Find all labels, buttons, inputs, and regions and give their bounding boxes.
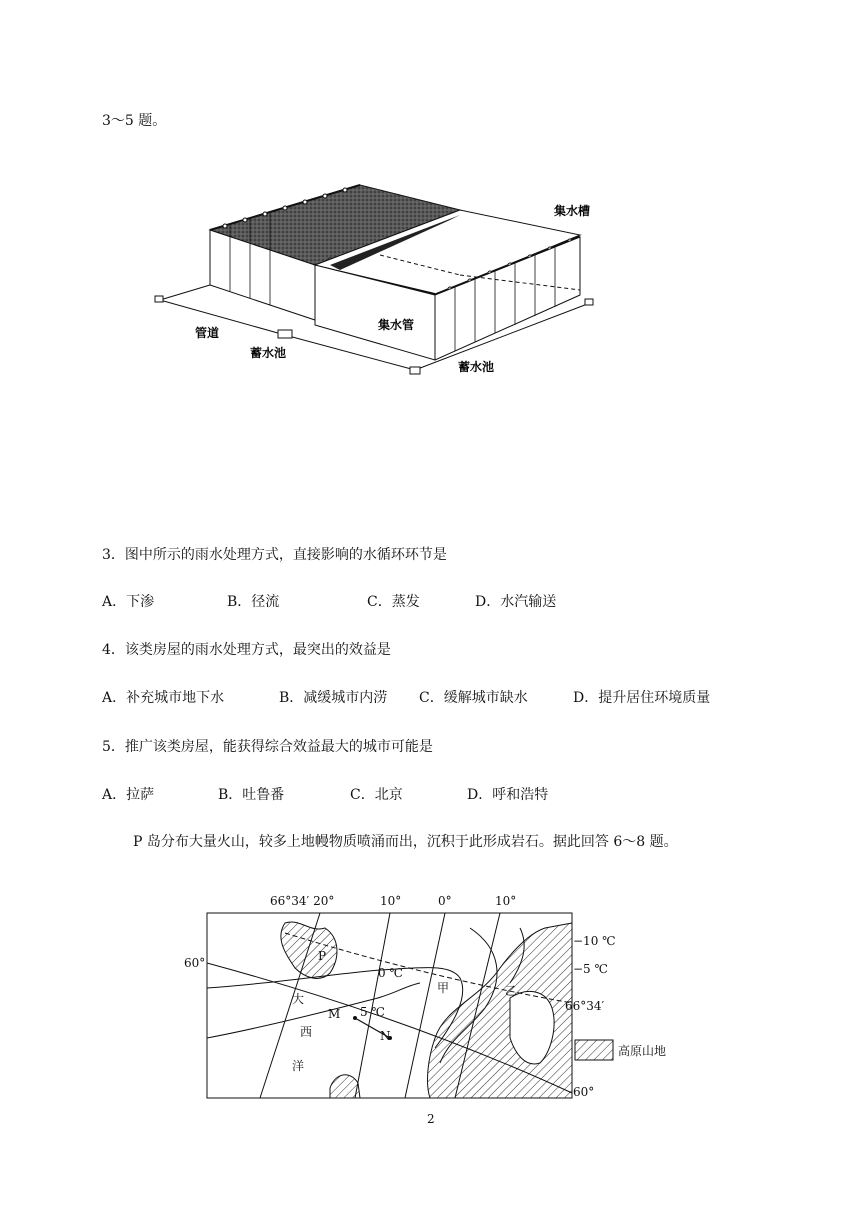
label-gutter: 集水槽 <box>554 204 591 218</box>
map-island: P <box>318 949 327 963</box>
intro-text: 3～5 题。 <box>102 113 167 129</box>
q4-option-b: B．减缓城市内涝 <box>279 690 388 706</box>
q3-stem: 3．图中所示的雨水处理方式，直接影响的水循环环节是 <box>102 547 447 563</box>
map-iso-5: 5 ℃ <box>360 1005 385 1019</box>
q5-option-d: D．呼和浩特 <box>467 787 549 803</box>
q4-stem: 4．该类房屋的雨水处理方式，最突出的效益是 <box>102 642 391 658</box>
map-right-2: −5 ℃ <box>573 962 608 976</box>
passage-text: P 岛分布大量火山，较多上地幔物质喷涌而出，沉积于此形成岩石。据此回答 6～8 题。 <box>133 834 678 850</box>
map-point-m: M <box>328 1007 341 1021</box>
q5-option-b: B．吐鲁番 <box>218 787 285 803</box>
q4-option-a: A．补充城市地下水 <box>102 690 225 706</box>
map-figure <box>180 888 680 1108</box>
map-top-1: 66°34′ 20° <box>270 894 335 908</box>
q5-stem: 5．推广该类房屋，能获得综合效益最大的城市可能是 <box>102 739 433 755</box>
label-tank-left: 蓄水池 <box>250 346 287 360</box>
map-lat-left: 60° <box>184 956 206 970</box>
map-ocean-2: 西 <box>300 1025 313 1039</box>
map-right-1: −10 ℃ <box>573 934 616 948</box>
legend-swatch <box>575 1040 613 1060</box>
page-number: 2 <box>427 1112 435 1126</box>
map-jia: 甲 <box>437 981 450 995</box>
map-legend-label: 高原山地 <box>618 1044 667 1058</box>
map-right-3: 66°34′ <box>565 999 605 1013</box>
label-collector: 集水管 <box>378 318 415 332</box>
q4-option-d: D．提升居住环境质量 <box>573 690 711 706</box>
label-tank-right: 蓄水池 <box>458 360 495 374</box>
map-right-4: 60° <box>573 1085 595 1099</box>
map-top-4: 10° <box>495 894 517 908</box>
map-top-3: 0° <box>438 894 452 908</box>
q4-option-c: C．缓解城市缺水 <box>419 690 528 706</box>
rainwater-building-figure <box>150 175 620 380</box>
map-ocean-3: 洋 <box>292 1059 305 1073</box>
label-pipe: 管道 <box>195 326 220 340</box>
q5-option-a: A．拉萨 <box>102 787 155 803</box>
map-yi: 乙 <box>505 984 518 998</box>
map-iso-0: 0 ℃ <box>378 966 403 980</box>
q3-option-a: A．下渗 <box>102 594 155 610</box>
q3-option-b: B．径流 <box>227 594 280 610</box>
q3-option-c: C．蒸发 <box>367 594 420 610</box>
map-point-n: N <box>380 1029 391 1043</box>
q5-option-c: C．北京 <box>350 787 403 803</box>
map-ocean-1: 大 <box>292 992 305 1006</box>
q3-option-d: D．水汽输送 <box>475 594 557 610</box>
map-top-2: 10° <box>380 894 402 908</box>
